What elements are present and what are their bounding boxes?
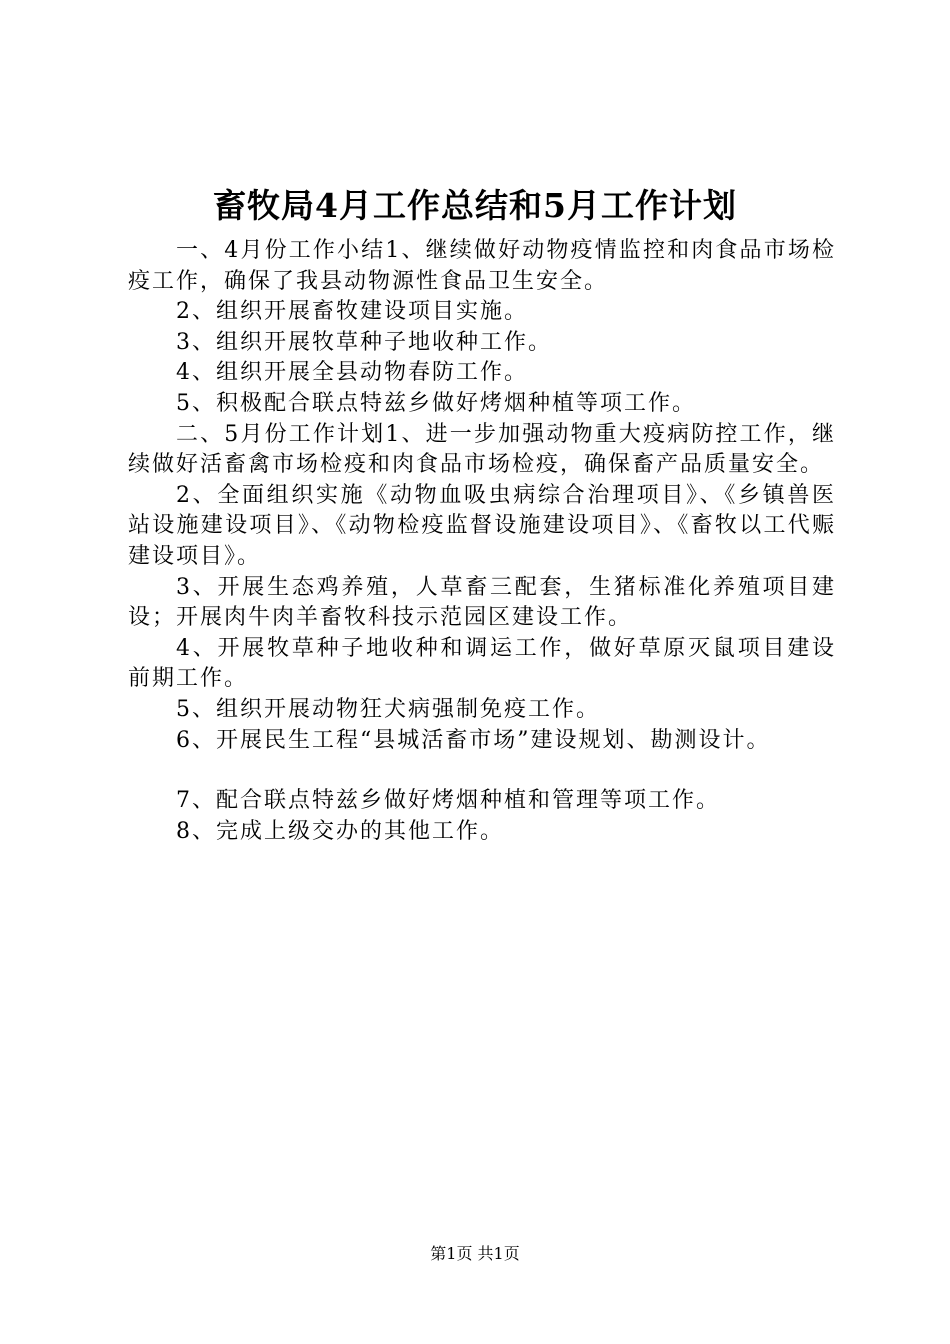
paragraph-summary-item-4: 4、组织开展全县动物春防工作。 bbox=[176, 360, 528, 386]
paragraph-plan-item-3: 3、开展生态鸡养殖，人草畜三配套，生猪标准化养殖项目建设；开展肉牛肉羊畜牧科技示范园区建设工作。 bbox=[128, 574, 836, 631]
paragraph-plan-item-6: 6、开展民生工程“县城活畜市场”建设规划、勘测设计。 bbox=[176, 727, 771, 753]
paragraph-summary-item-2: 2、组织开展畜牧建设项目实施。 bbox=[176, 299, 528, 325]
paragraph-summary-item-5: 5、积极配合联点特兹乡做好烤烟种植等项工作。 bbox=[176, 390, 696, 416]
paragraph-plan-intro: 二、5月份工作计划1、进一步加强动物重大疫病防控工作，继续做好活畜禽市场检疫和肉食品市场检疫，确保畜产品质量安全。 bbox=[128, 421, 836, 478]
document-title: 畜牧局4月工作总结和5月工作计划 bbox=[213, 186, 737, 225]
paragraph-plan-item-8: 8、完成上级交办的其他工作。 bbox=[176, 818, 504, 844]
page-footer: 第1页 共1页 bbox=[430, 1244, 520, 1263]
document-body bbox=[128, 236, 836, 847]
paragraph-summary-intro: 一、4月份工作小结1、继续做好动物疫情监控和肉食品市场检疫工作，确保了我县动物源性食品卫生安全。 bbox=[128, 238, 836, 294]
paragraph-plan-item-2: 2、全面组织实施《动物血吸虫病综合治理项目》、《乡镇兽医站设施建设项目》、《动物检疫监督设施建设项目》、《畜牧以工代赈建设项目》。 bbox=[128, 482, 836, 569]
paragraph-plan-item-5: 5、组织开展动物狂犬病强制免疫工作。 bbox=[176, 696, 600, 722]
paragraph-plan-item-7: 7、配合联点特兹乡做好烤烟种植和管理等项工作。 bbox=[176, 788, 720, 814]
paragraph-summary-item-3: 3、组织开展牧草种子地收种工作。 bbox=[176, 329, 552, 355]
paragraph-plan-item-4: 4、开展牧草种子地收种和调运工作，做好草原灭鼠项目建设前期工作。 bbox=[128, 635, 836, 692]
